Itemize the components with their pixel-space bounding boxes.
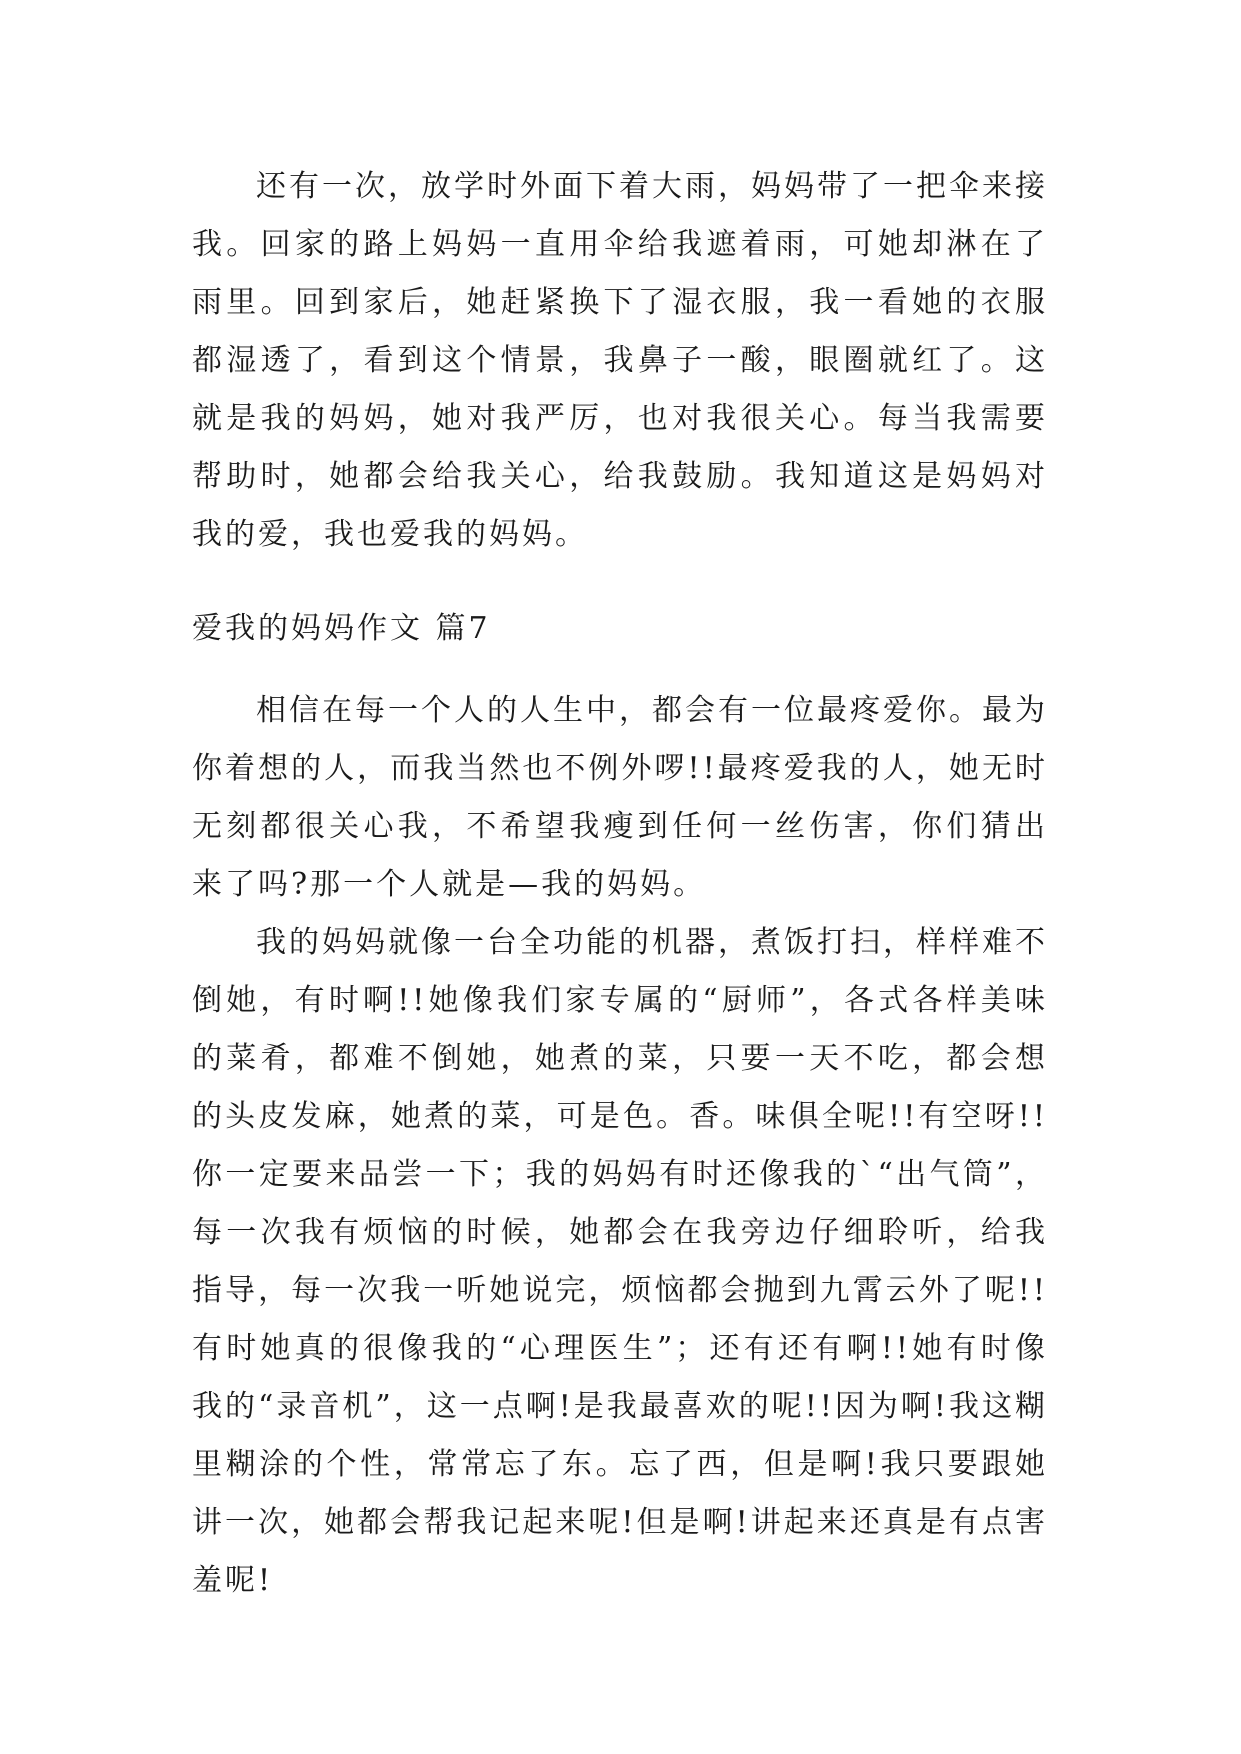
essay-text-block-1 <box>192 158 1048 564</box>
paragraph-1: 还有一次，放学时外面下着大雨，妈妈带了一把伞来接我。回家的路上妈妈一直用伞给我遮着雨，可她却淋在了雨里。回到家后，她赶紧换下了湿衣服，我一看她的衣服都湿透了，看到这个情景，我鼻子一酸，眼圈就红了。这就是我的妈妈，她对我严厉，也对我很关心。每当我需要帮助时，她都会给我关心，给我鼓励。我知道这是妈妈对我的爱，我也爱我的妈妈。 <box>192 169 1048 552</box>
section-title: 爱我的妈妈作文 篇7 <box>192 611 491 646</box>
paragraph-3: 我的妈妈就像一台全功能的机器，煮饭打扫，样样难不倒她，有时啊!!她像我们家专属的“厨师”，各式各样美味的菜肴，都难不倒她，她煮的菜，只要一天不吃，都会想的头皮发麻，她煮的菜，可是色。香。味俱全呢!!有空呀!!你一定要来品尝一下；我的妈妈有时还像我的`“出气筒”，每一次我有烦恼的时候，她都会在我旁边仔细聆听，给我指导，每一次我一听她说完，烦恼都会抛到九霄云外了呢!!有时她真的很像我的“心理医生”；还有还有啊!!她有时像我的“录音机”，这一点啊!是我最喜欢的呢!!因为啊!我这糊里糊涂的个性，常常忘了东。忘了西，但是啊!我只要跟她讲一次，她都会帮我记起来呢!但是啊!讲起来还真是有点害羞呢! <box>192 925 1048 1598</box>
paragraph-2: 相信在每一个人的人生中，都会有一位最疼爱你。最为你着想的人，而我当然也不例外啰!!最疼爱我的人，她无时无刻都很关心我，不希望我瘦到任何一丝伤害，你们猜出来了吗?那一个人就是—我的妈妈。 <box>192 693 1048 902</box>
essay-text-block-2 <box>192 682 1048 1610</box>
